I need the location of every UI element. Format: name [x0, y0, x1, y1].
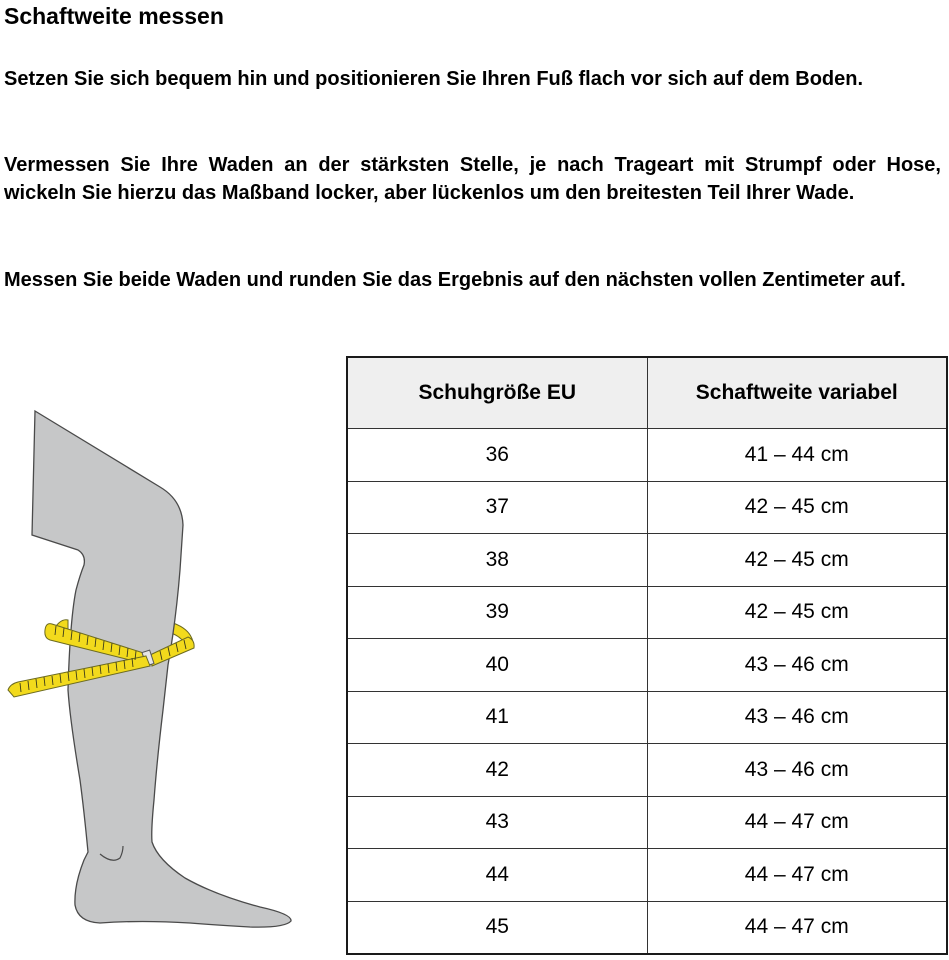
cell-shaft-width: 42 – 45 cm: [647, 534, 947, 587]
table-row: [347, 586, 947, 639]
table-header-row: [347, 357, 947, 429]
cell-shaft-width: 43 – 46 cm: [647, 744, 947, 797]
table-row: [347, 796, 947, 849]
cell-shaft-width: 42 – 45 cm: [647, 586, 947, 639]
cell-shoe-size: 45: [347, 901, 647, 954]
cell-shaft-width: 44 – 47 cm: [647, 849, 947, 902]
table-row: [347, 429, 947, 482]
cell-shoe-size: 44: [347, 849, 647, 902]
instruction-sit: Setzen Sie sich bequem hin und positionieren Sie Ihren Fuß flach vor sich auf dem Boden.: [4, 68, 864, 90]
cell-shoe-size: 36: [347, 429, 647, 482]
cell-shoe-size: 39: [347, 586, 647, 639]
cell-shaft-width: 43 – 46 cm: [647, 639, 947, 692]
cell-shaft-width: 44 – 47 cm: [647, 796, 947, 849]
cell-shaft-width: 44 – 47 cm: [647, 901, 947, 954]
table-row: [347, 639, 947, 692]
table-row: [347, 901, 947, 954]
table-row: [347, 744, 947, 797]
cell-shaft-width: 43 – 46 cm: [647, 691, 947, 744]
size-table: [346, 356, 948, 955]
cell-shoe-size: 38: [347, 534, 647, 587]
leg-illustration: [0, 400, 320, 950]
cell-shoe-size: 42: [347, 744, 647, 797]
cell-shoe-size: 37: [347, 481, 647, 534]
instruction-round-up: Messen Sie beide Waden und runden Sie das Ergebnis auf den nächsten vollen Zentimeter auf.: [4, 269, 906, 291]
page-title: Schaftweite messen: [4, 3, 224, 29]
table-row: [347, 481, 947, 534]
table-row: [347, 691, 947, 744]
instruction-measure-calf: Vermessen Sie Ihre Waden an der stärksten Stelle, je nach Trageart mit Strumpf oder Hose, wickeln Sie hierzu das Maßband locker, aber lückenlos um den breitesten Teil Ihrer Wade.: [4, 154, 941, 204]
cell-shoe-size: 43: [347, 796, 647, 849]
cell-shoe-size: 41: [347, 691, 647, 744]
table-row: [347, 849, 947, 902]
cell-shoe-size: 40: [347, 639, 647, 692]
header-shoe-size: Schuhgröße EU: [347, 357, 647, 429]
header-shaft-width: Schaftweite variabel: [647, 357, 947, 429]
table-row: [347, 534, 947, 587]
cell-shaft-width: 42 – 45 cm: [647, 481, 947, 534]
cell-shaft-width: 41 – 44 cm: [647, 429, 947, 482]
leg-measuring-tape-icon: [0, 400, 320, 950]
